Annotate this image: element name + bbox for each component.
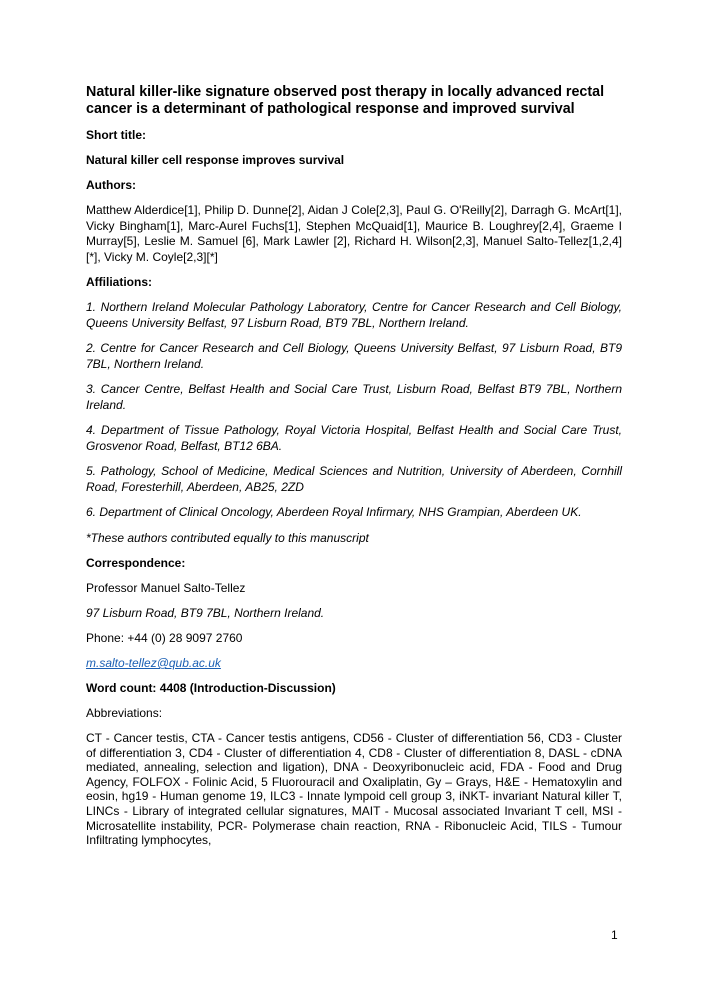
affiliations-label: Affiliations: (86, 275, 152, 289)
abbreviations-text: CT - Cancer testis, CTA - Cancer testis antigens, CD56 - Cluster of differentiation 56, CD3 - Cluster of differentiation 3, CD4 - Cluster of differentiation 4, CD8 - Cluster of differentiation 8, DASL - cDNA mediated, annealing, selection and ligation), DNA - Deoxyribonucleic acid, FDA - Food and Drug Agency, FOLFOX - Folinic Acid, 5 Fluorouracil and Oxaliplatin, Gy – Grays, H&E - Hematoxylin and eosin, hg19 - Human genome 19, ILC3 - Innate lympoid cell group 3, iNKT- invariant Natural killer T, LINCs - Library of integrated cellular signatures, MAIT - Mucosal associated Invariant T cell, MSI - Microsatellite instability, PCR- Polymerase chain reaction, RNA - Ribonucleic Acid, TILS - Tumour Infiltrating lymphocytes, (86, 731, 622, 848)
short-title-label: Short title: (86, 128, 146, 142)
authors-list: Matthew Alderdice[1], Philip D. Dunne[2], Aidan J Cole[2,3], Paul G. O'Reilly[2], Darragh G. McArt[1], Vicky Bingham[1], Marc-Aurel Fuchs[1], Stephen McQuaid[1], Maurice B. Loughrey[2,4], Graeme I Murray[5], Leslie M. Samuel [6], Mark Lawler [2], Richard H. Wilson[2,3], Manuel Salto-Tellez[1,2,4][*], Vicky M. Coyle[2,3][*] (86, 203, 622, 264)
document-page (86, 84, 622, 848)
email-link[interactable]: m.salto-tellez@qub.ac.uk (86, 656, 221, 670)
authors-label: Authors: (86, 178, 136, 192)
word-count: Word count: 4408 (Introduction-Discussion) (86, 681, 336, 695)
affiliation-3: 3. Cancer Centre, Belfast Health and Social Care Trust, Lisburn Road, Belfast BT9 7BL, Northern Ireland. (86, 382, 622, 412)
page-number: 1 (611, 928, 618, 942)
affiliation-6: 6. Department of Clinical Oncology, Aberdeen Royal Infirmary, NHS Grampian, Aberdeen UK. (86, 505, 582, 519)
affiliation-2: 2. Centre for Cancer Research and Cell Biology, Queens University Belfast, 97 Lisburn Road, BT9 7BL, Northern Ireland. (86, 341, 622, 371)
correspondence-address: 97 Lisburn Road, BT9 7BL, Northern Ireland. (86, 606, 325, 620)
affiliation-4: 4. Department of Tissue Pathology, Royal Victoria Hospital, Belfast Health and Social Care Trust, Grosvenor Road, Belfast, BT12 6BA. (86, 423, 622, 453)
correspondence-phone: Phone: +44 (0) 28 9097 2760 (86, 631, 243, 645)
correspondence-name: Professor Manuel Salto-Tellez (86, 581, 246, 595)
affiliation-1: 1. Northern Ireland Molecular Pathology Laboratory, Centre for Cancer Research and Cell Biology, Queens University Belfast, 97 Lisburn Road, BT9 7BL, Northern Ireland. (86, 300, 622, 330)
paper-title: Natural killer-like signature observed post therapy in locally advanced rectal cancer is a determinant of pathological response and improved survival (86, 84, 605, 117)
abbreviations-label: Abbreviations: (86, 706, 163, 720)
correspondence-label: Correspondence: (86, 556, 186, 570)
short-title: Natural killer cell response improves survival (86, 153, 345, 167)
affiliation-5: 5. Pathology, School of Medicine, Medical Sciences and Nutrition, University of Aberdeen, Cornhill Road, Foresterhill, Aberdeen, AB25, 2ZD (86, 464, 622, 494)
equal-contribution-note: *These authors contributed equally to this manuscript (86, 530, 369, 545)
